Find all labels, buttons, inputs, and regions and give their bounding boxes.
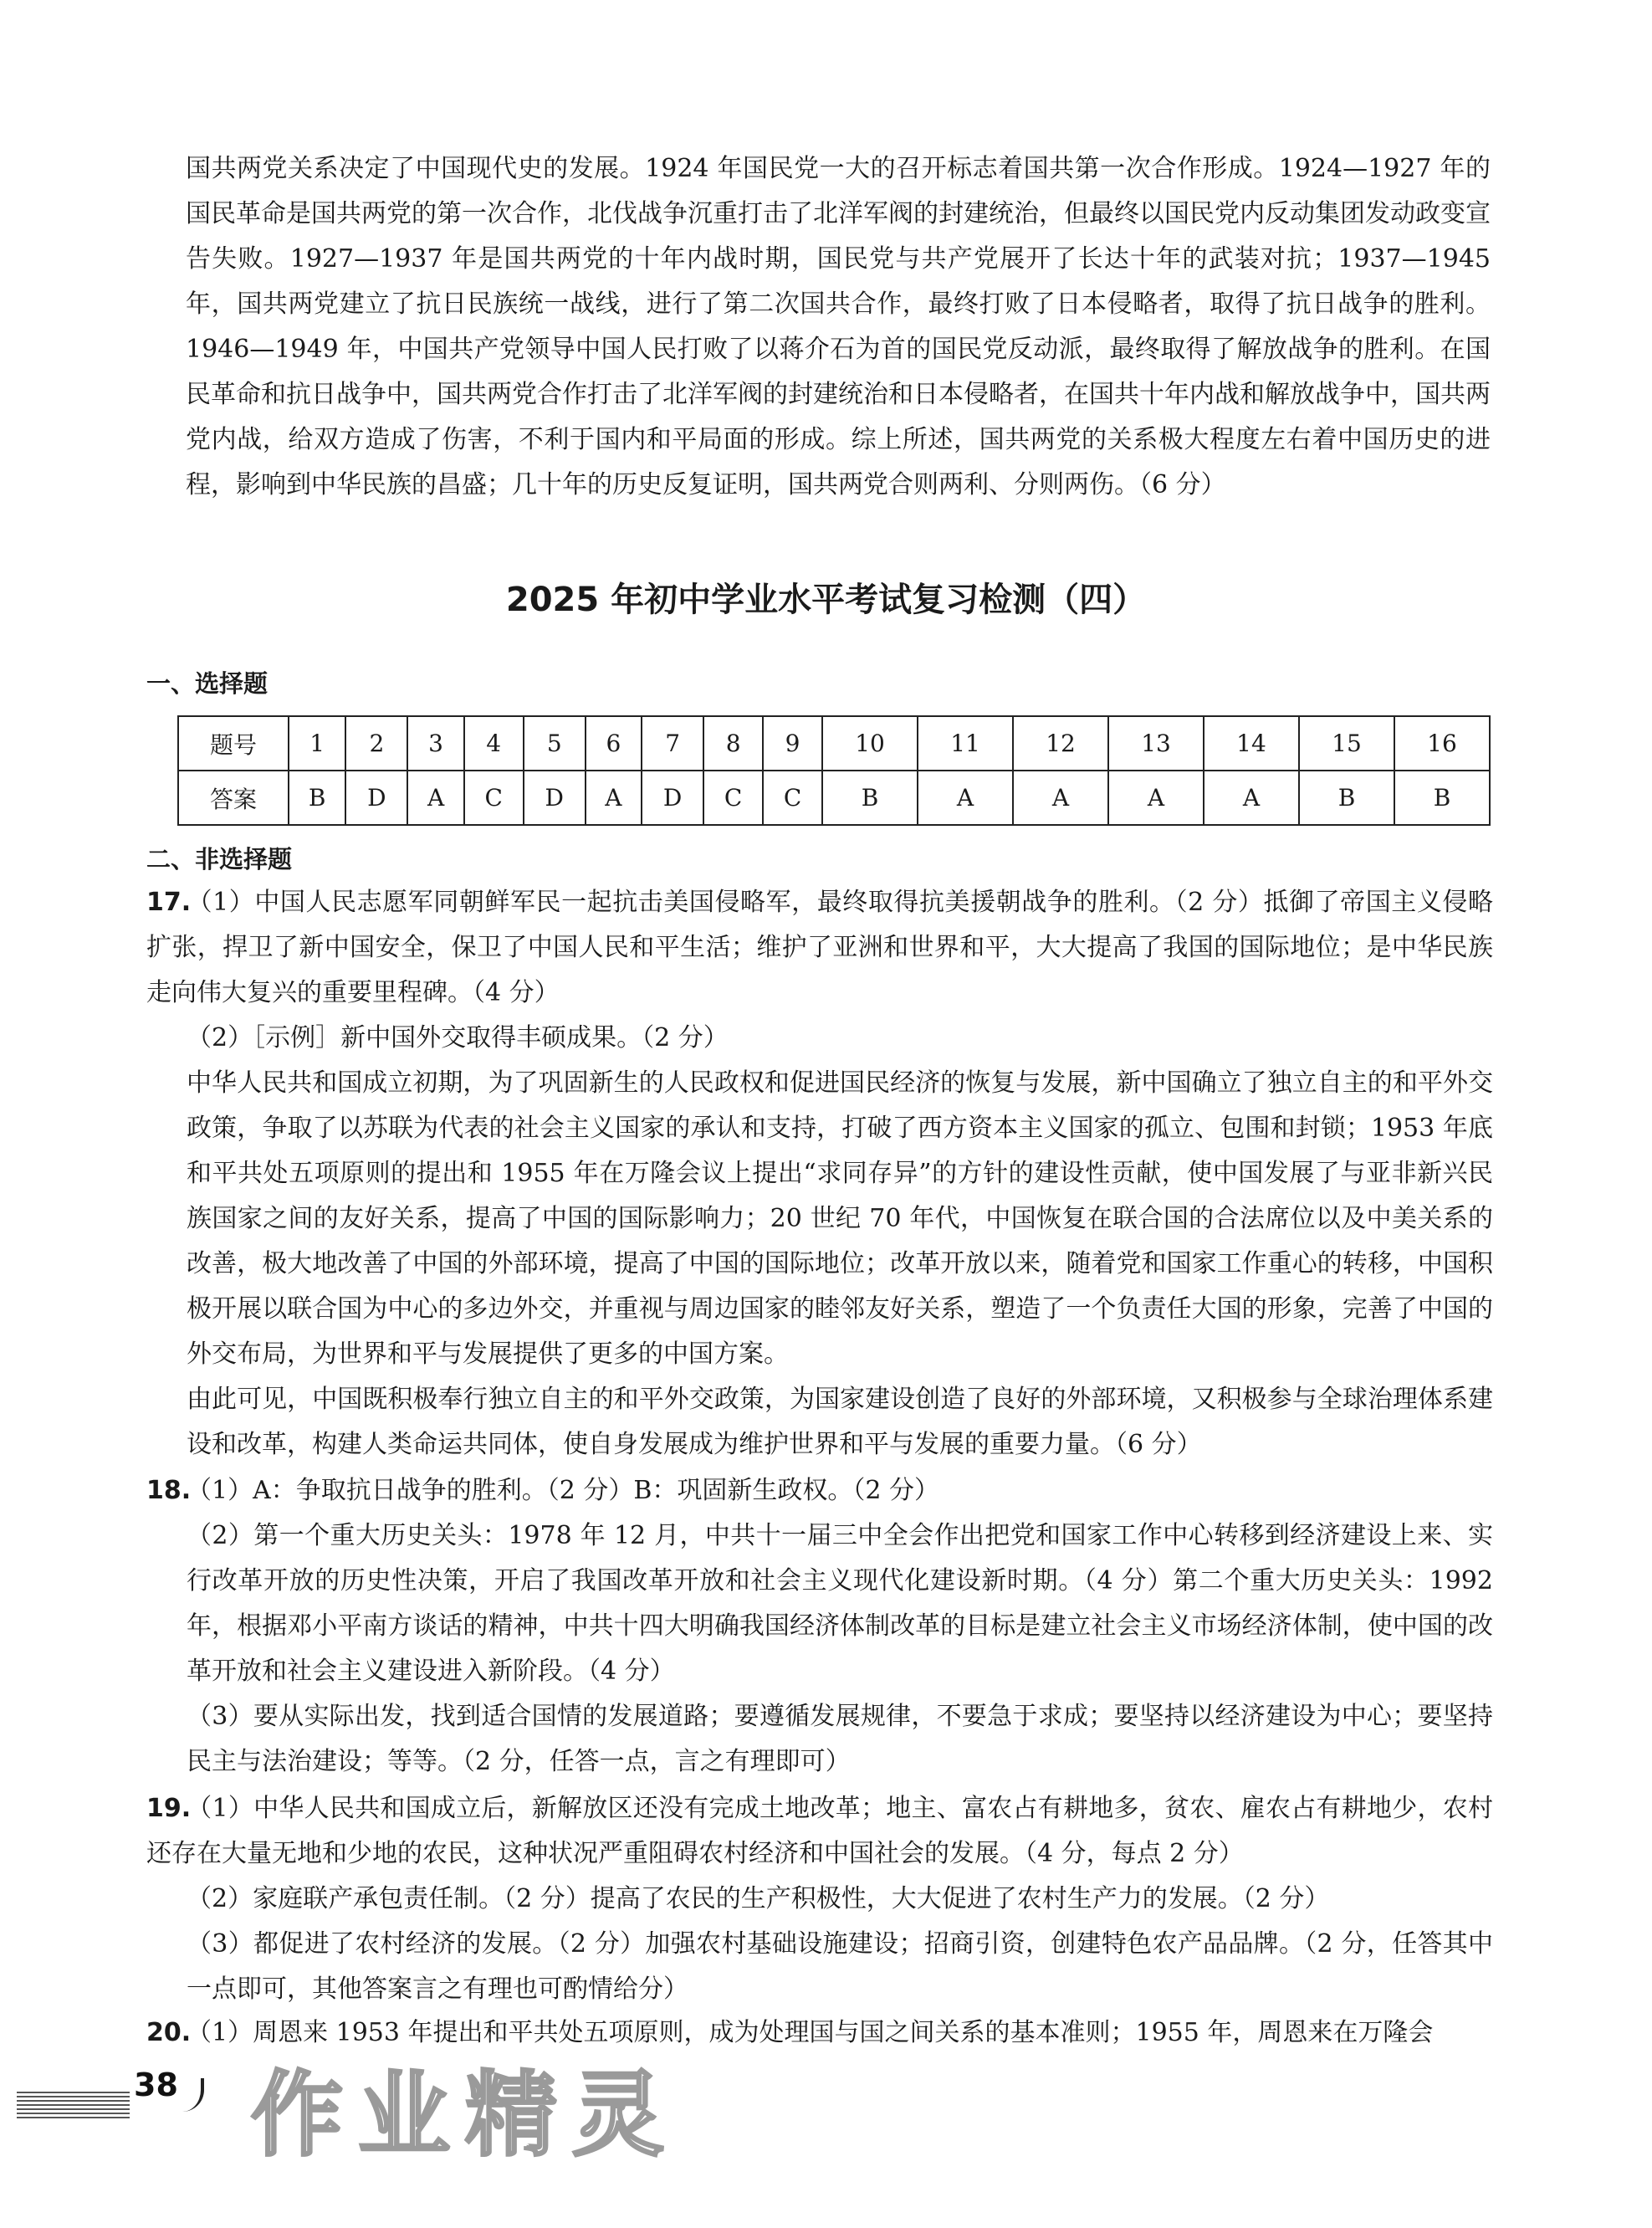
answer-cell: A <box>586 771 642 825</box>
answer-cell: B <box>1299 771 1394 825</box>
q17-part4: 由此可见，中国既积极奉行独立自主的和平外交政策，为国家建设创造了良好的外部环境，又积极参与全球治理体系建设和改革，构建人类命运共同体，使自身发展成为维护世界和平与发展的重要力量。（6 分） <box>187 1385 1493 1459</box>
page-footer <box>17 2041 937 2169</box>
answer-cell: D <box>345 771 407 825</box>
question-number-cell: 5 <box>524 716 586 771</box>
q19-part1 <box>146 1786 1493 1877</box>
q19-number: 19. <box>146 1794 192 1823</box>
q20-number: 20. <box>146 2018 192 2047</box>
q18-part3: （3）要从实际出发，找到适合国情的发展道路；要遵循发展规律，不要急于求成；要坚持以经济建设为中心；要坚持民主与法治建设；等等。（2 分，任答一点，言之有理即可） <box>187 1702 1493 1776</box>
answer-table <box>177 715 1491 826</box>
question-number-cell: 16 <box>1394 716 1490 771</box>
answer-cell: C <box>464 771 524 825</box>
question-number-cell: 15 <box>1299 716 1394 771</box>
table-row-numbers <box>178 716 1490 771</box>
question-number-cell: 3 <box>407 716 463 771</box>
q17-part1 <box>146 880 1493 1016</box>
answer-cell: B <box>822 771 918 825</box>
page-number: 38 <box>134 2067 178 2103</box>
q19-part2: （2）家庭联产承包责任制。（2 分）提高了农民的生产积极性，大大促进了农村生产力的发展。（2 分） <box>187 1884 1330 1913</box>
answer-cell: C <box>763 771 822 825</box>
question-number-cell: 4 <box>464 716 524 771</box>
q17-number: 17. <box>146 888 192 917</box>
question-number-cell: 12 <box>1013 716 1108 771</box>
question-number-cell: 1 <box>289 716 345 771</box>
footer-stripes <box>17 2092 130 2118</box>
table-row-answers <box>178 771 1490 825</box>
q17-part2: （2）［示例］新中国外交取得丰硕成果。（2 分） <box>187 1023 729 1053</box>
q18-number: 18. <box>146 1476 192 1505</box>
intro-section <box>186 146 1491 508</box>
q18-part1 <box>146 1468 1493 1514</box>
question-17 <box>146 880 1493 1467</box>
question-number-cell: 14 <box>1204 716 1299 771</box>
question-number-cell: 6 <box>586 716 642 771</box>
q17-part3: 中华人民共和国成立初期，为了巩固新生的人民政权和促进国民经济的恢复与发展，新中国确立了独立自主的和平外交政策，争取了以苏联为代表的社会主义国家的承认和支持，打破了西方资本主义国家的孤立、包围和封锁；1953 年底和平共处五项原则的提出和 1955 年在万隆会议上提出“求同存异”的方针的建设性贡献，使中国发展了与亚非新兴民族国家之间的友好关系，提高了中国的国际影响力；20 世纪 70 年代，中国恢复在联合国的合法席位以及中美关系的改善，极大地改善了中国的外部环境，提高了中国的国际地位；改革开放以来，随着党和国家工作重心的转移，中国积极开展以联合国为中心的多边外交，并重视与周边国家的睦邻友好关系，塑造了一个负责任大国的形象，完善了中国的外交布局，为世界和平与发展提供了更多的中国方案。 <box>187 1068 1493 1369</box>
answer-cell: D <box>524 771 586 825</box>
answer-cell: A <box>1108 771 1204 825</box>
q18-part1-text: （1）A：争取抗日战争的胜利。（2 分）B：巩固新生政权。（2 分） <box>187 1476 940 1505</box>
answer-cell: B <box>1394 771 1490 825</box>
q19-part3: （3）都促进了农村经济的发展。（2 分）加强农村基础设施建设；招商引资，创建特色农产品品牌。（2 分，任答其中一点即可，其他答案言之有理也可酌情给分） <box>187 1929 1493 2004</box>
question-number-cell: 13 <box>1108 716 1204 771</box>
q20-part1-text: （1）周恩来 1953 年提出和平共处五项原则，成为处理国与国之间关系的基本准则；1955 年，周恩来在万隆会 <box>187 2018 1434 2047</box>
question-number-cell: 9 <box>763 716 822 771</box>
watermark-logo: 作业精灵 <box>251 2062 679 2169</box>
q19-part1-text: （1）中华人民共和国成立后，新解放区还没有完成土地改革；地主、富农占有耕地多，贫农、雇农占有耕地少，农村还存在大量无地和少地的农民，这种状况严重阻碍农村经济和中国社会的发展。（4 分，每点 2 分） <box>146 1794 1493 1868</box>
q17-part1-text: （1）中国人民志愿军同朝鲜军民一起抗击美国侵略军，最终取得抗美援朝战争的胜利。（2 分）抵御了帝国主义侵略扩张，捍卫了新中国安全，保卫了中国人民和平生活；维护了亚洲和世界和平，大大提高了我国的国际地位；是中华民族走向伟大复兴的重要里程碑。（4 分） <box>146 888 1493 1007</box>
section-heading-choice: 一、选择题 <box>146 669 269 698</box>
answer-cell: A <box>407 771 463 825</box>
answer-cell: A <box>918 771 1013 825</box>
question-number-cell: 2 <box>345 716 407 771</box>
question-number-cell: 11 <box>918 716 1013 771</box>
question-number-cell: 8 <box>703 716 763 771</box>
question-19 <box>146 1786 1493 2012</box>
row-label-answer: 答案 <box>178 771 289 825</box>
answer-cell: D <box>642 771 703 825</box>
q18-part2: （2）第一个重大历史关头：1978 年 12 月，中共十一届三中全会作出把党和国家工作中心转移到经济建设上来、实行改革开放的历史性决策，开启了我国改革开放和社会主义现代化建设新时期。（4 分）第二个重大历史关头：1992 年，根据邓小平南方谈话的精神，中共十四大明确我国经济体制改革的目标是建立社会主义市场经济体制，使中国的改革开放和社会主义建设进入新阶段。（4 分） <box>187 1521 1493 1686</box>
question-number-cell: 10 <box>822 716 918 771</box>
answer-cell: A <box>1204 771 1299 825</box>
intro-paragraph: 国共两党关系决定了中国现代史的发展。1924 年国民党一大的召开标志着国共第一次合作形成。1924—1927 年的国民革命是国共两党的第一次合作，北伐战争沉重打击了北洋军阀的封建统治，但最终以国民党内反动集团发动政变宣告失败。1927—1937 年是国共两党的十年内战时期，国民党与共产党展开了长达十年的武装对抗；1937—1945 年，国共两党建立了抗日民族统一战线，进行了第二次国共合作，最终打败了日本侵略者，取得了抗日战争的胜利。1946—1949 年，中国共产党领导中国人民打败了以蒋介石为首的国民党反动派，最终取得了解放战争的胜利。在国民革命和抗日战争中，国共两党合作打击了北洋军阀的封建统治和日本侵略者，在国共十年内战和解放战争中，国共两党内战，给双方造成了伤害，不利于国内和平局面的形成。综上所述，国共两党的关系极大程度左右着中国历史的进程，影响到中华民族的昌盛；几十年的历史反复证明，国共两党合则两利、分则两伤。（6 分） <box>186 154 1491 499</box>
page-title: 2025 年初中学业水平考试复习检测（四） <box>505 581 1147 619</box>
answer-cell: B <box>289 771 345 825</box>
row-label-number: 题号 <box>178 716 289 771</box>
answer-cell: C <box>703 771 763 825</box>
section-heading-nonchoice: 二、非选择题 <box>146 845 293 873</box>
question-number-cell: 7 <box>642 716 703 771</box>
question-18 <box>146 1468 1493 1785</box>
answer-cell: A <box>1013 771 1108 825</box>
